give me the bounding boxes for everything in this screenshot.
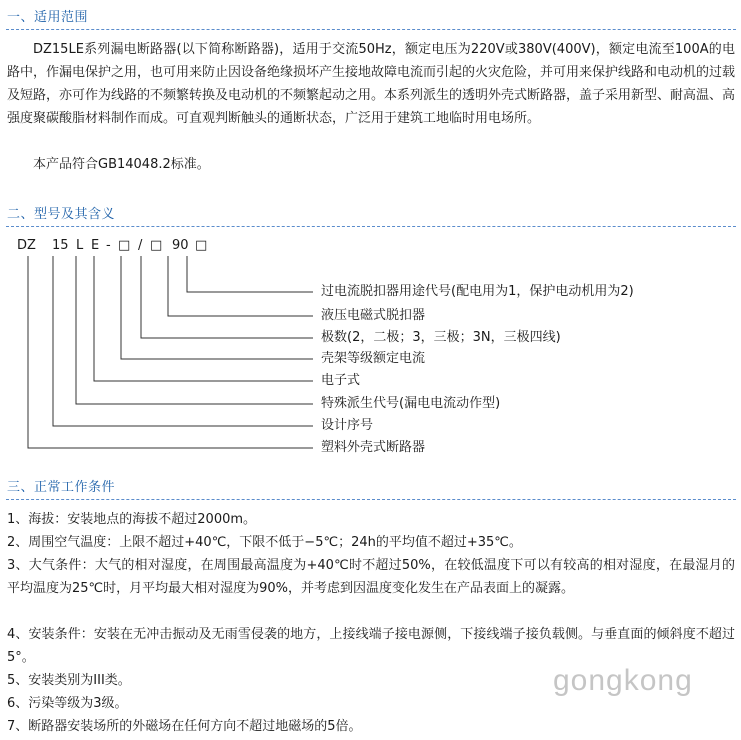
condition-item: 1、海拔：安装地点的海拔不超过2000m。: [7, 512, 257, 527]
watermark-logo: gongkong: [553, 664, 693, 697]
condition-item: 7、断路器安装场所的外磁场在任何方向不超过地磁场的5倍。: [7, 719, 362, 734]
section-title-scope: 一、适用范围: [7, 10, 89, 25]
model-part-dash: -: [106, 238, 111, 253]
model-label-derivative: 特殊派生代号(漏电电流动作型): [321, 396, 501, 411]
condition-item: 3、大气条件：大气的相对湿度，在周围最高温度为+40℃时不超过50%，在较低温度下可以有较高的相对湿度，在最湿月的平均温度为25℃时，月平均最大相对湿度为90%，并考虑到因温度变化发生在产品表面上的凝露。: [7, 558, 735, 596]
condition-item: 5、安装类别为III类。: [7, 673, 131, 688]
model-label-trip-use: 过电流脱扣器用途代号(配电用为1，保护电动机用为2): [321, 284, 634, 299]
scope-paragraph: DZ15LE系列漏电断路器(以下简称断路器)，适用于交流50Hz，额定电压为220V或380V(400V)，额定电流至100A的电路中，作漏电保护之用，也可用来防止因设备绝缘损坏产生接地故障电流而引起的火灾危险，并可用来保护线路和电动机的过载及短路，亦可作为线路的不频繁转换及电动机的不频繁起动之用。本系列派生的透明外壳式断路器，盖子采用新型、耐高温、高强度聚碳酸脂材料制作而成。可直观判断触头的通断状态，广泛用于建筑工地临时用电场所。: [7, 42, 736, 126]
model-part-box-poles: □: [150, 238, 163, 253]
section-divider: [6, 499, 736, 500]
model-label-poles: 极数(2，二极；3，三极；3N，三极四线): [321, 330, 561, 345]
model-part-e: E: [91, 238, 100, 253]
condition-item: 6、污染等级为3级。: [7, 696, 128, 711]
model-part-90: 90: [172, 238, 189, 253]
section-title-model: 二、型号及其含义: [7, 207, 116, 222]
model-label-hydraulic: 液压电磁式脱扣器: [321, 308, 426, 323]
model-label-frame-current: 壳架等级额定电流: [321, 351, 426, 366]
model-label-electronic: 电子式: [321, 373, 361, 388]
model-part-box-use: □: [195, 238, 208, 253]
standard-note: 本产品符合GB14048.2标准。: [33, 157, 210, 172]
section-title-conditions: 三、正常工作条件: [7, 480, 116, 495]
condition-item: 2、周围空气温度：上限不超过+40℃，下限不低于−5℃；24h的平均值不超过+35℃。: [7, 535, 522, 550]
condition-item: 4、安装条件：安装在无冲击振动及无雨雪侵袭的地方，上接线端子接电源侧，下接线端子接负载侧。与垂直面的倾斜度不超过5°。: [7, 627, 735, 665]
model-part-l: L: [76, 238, 84, 253]
model-part-dz: DZ: [17, 238, 36, 253]
model-label-type: 塑料外壳式断路器: [321, 440, 426, 455]
model-part-slash: /: [138, 238, 143, 253]
model-label-design-no: 设计序号: [321, 418, 374, 433]
model-part-box-current: □: [118, 238, 131, 253]
model-part-15: 15: [52, 238, 69, 253]
